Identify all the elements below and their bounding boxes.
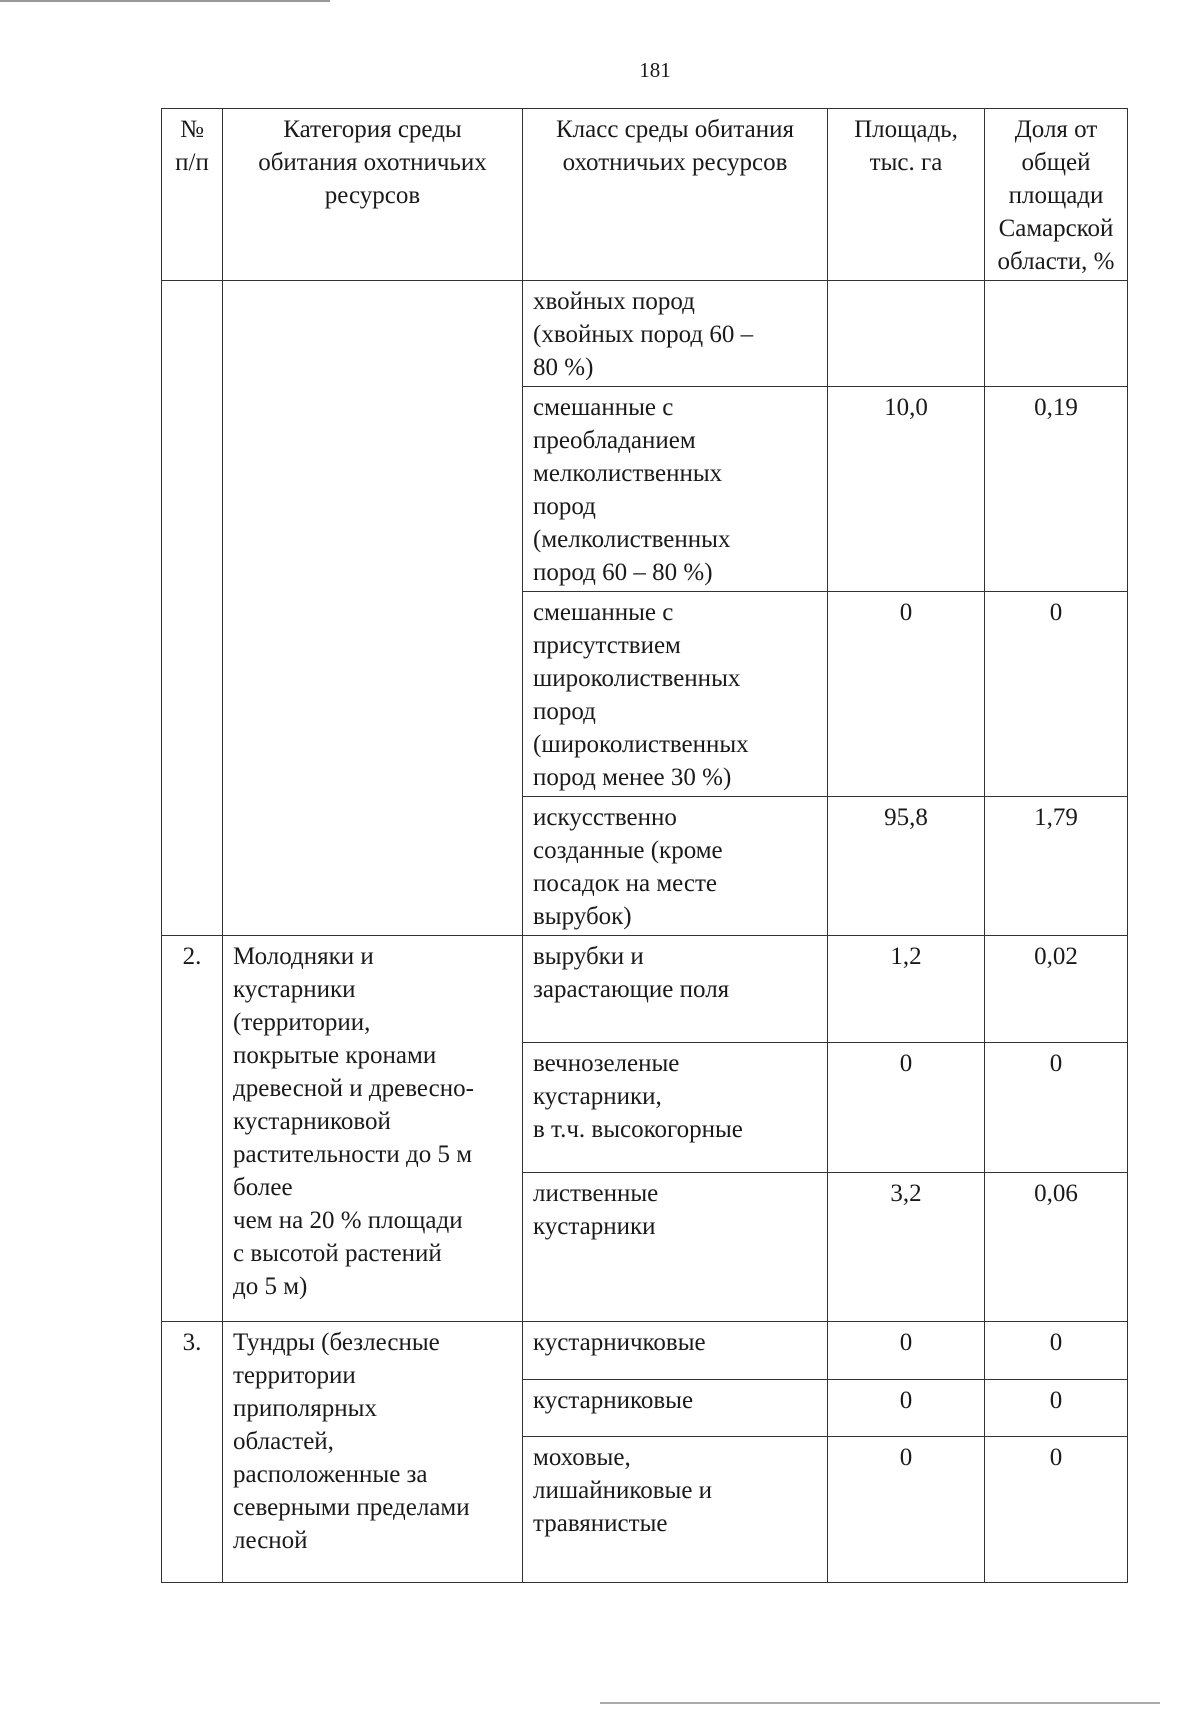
scan-edge-bottom (600, 1702, 1160, 1704)
area-cell: 0 (828, 1380, 985, 1437)
share-cell: 0 (985, 1437, 1128, 1583)
header-number: № п/п (162, 109, 223, 281)
area-cell: 10,0 (828, 387, 985, 592)
class-cell: искусственно созданные (кроме посадок на месте вырубок) (523, 797, 828, 936)
page-number: 181 (639, 58, 671, 82)
share-cell: 1,79 (985, 797, 1128, 936)
area-cell: 3,2 (828, 1173, 985, 1322)
category-cell: Тундры (безлесные территории приполярных областей, расположенные за северными пределами лесной (223, 1322, 523, 1583)
class-cell: лиственные кустарники (523, 1173, 828, 1322)
class-cell: кустарничковые (523, 1322, 828, 1380)
share-cell (985, 281, 1128, 387)
table-row (162, 936, 1128, 1043)
area-cell: 0 (828, 1437, 985, 1583)
class-cell: хвойных пород (хвойных пород 60 – 80 %) (523, 281, 828, 387)
header-category: Категория среды обитания охотничьих ресурсов (223, 109, 523, 281)
share-cell: 0,02 (985, 936, 1128, 1043)
table-header-row (162, 109, 1128, 281)
scan-edge-top (0, 0, 330, 2)
header-class: Класс среды обитания охотничьих ресурсов (523, 109, 828, 281)
area-cell: 0 (828, 1322, 985, 1380)
row-number-cell (162, 281, 223, 936)
habitat-table (161, 108, 1128, 1583)
table-row (162, 281, 1128, 387)
header-share: Доля от общей площади Самарской области, % (985, 109, 1128, 281)
share-cell: 0,06 (985, 1173, 1128, 1322)
table-row (162, 1322, 1128, 1380)
class-cell: вырубки и зарастающие поля (523, 936, 828, 1043)
area-cell: 0 (828, 592, 985, 797)
header-area: Площадь, тыс. га (828, 109, 985, 281)
share-cell: 0,19 (985, 387, 1128, 592)
class-cell: кустарниковые (523, 1380, 828, 1437)
share-cell: 0 (985, 1380, 1128, 1437)
class-cell: моховые, лишайниковые и травянистые (523, 1437, 828, 1583)
category-cell: Молодняки и кустарники (территории, покрытые кронами древесной и древесно- кустарниковой растительности до 5 м более чем на 20 % площади с высотой растений до 5 м) (223, 936, 523, 1322)
share-cell: 0 (985, 592, 1128, 797)
class-cell: смешанные с присутствием широколиственных пород (широколиственных пород менее 30 %) (523, 592, 828, 797)
area-cell: 95,8 (828, 797, 985, 936)
category-cell (223, 281, 523, 936)
share-cell: 0 (985, 1322, 1128, 1380)
class-cell: смешанные с преобладанием мелколиственных пород (мелколиственных пород 60 – 80 %) (523, 387, 828, 592)
area-cell: 1,2 (828, 936, 985, 1043)
area-cell (828, 281, 985, 387)
area-cell: 0 (828, 1043, 985, 1173)
row-number-cell: 3. (162, 1322, 223, 1583)
row-number-cell: 2. (162, 936, 223, 1322)
share-cell: 0 (985, 1043, 1128, 1173)
class-cell: вечнозеленые кустарники, в т.ч. высокогорные (523, 1043, 828, 1173)
